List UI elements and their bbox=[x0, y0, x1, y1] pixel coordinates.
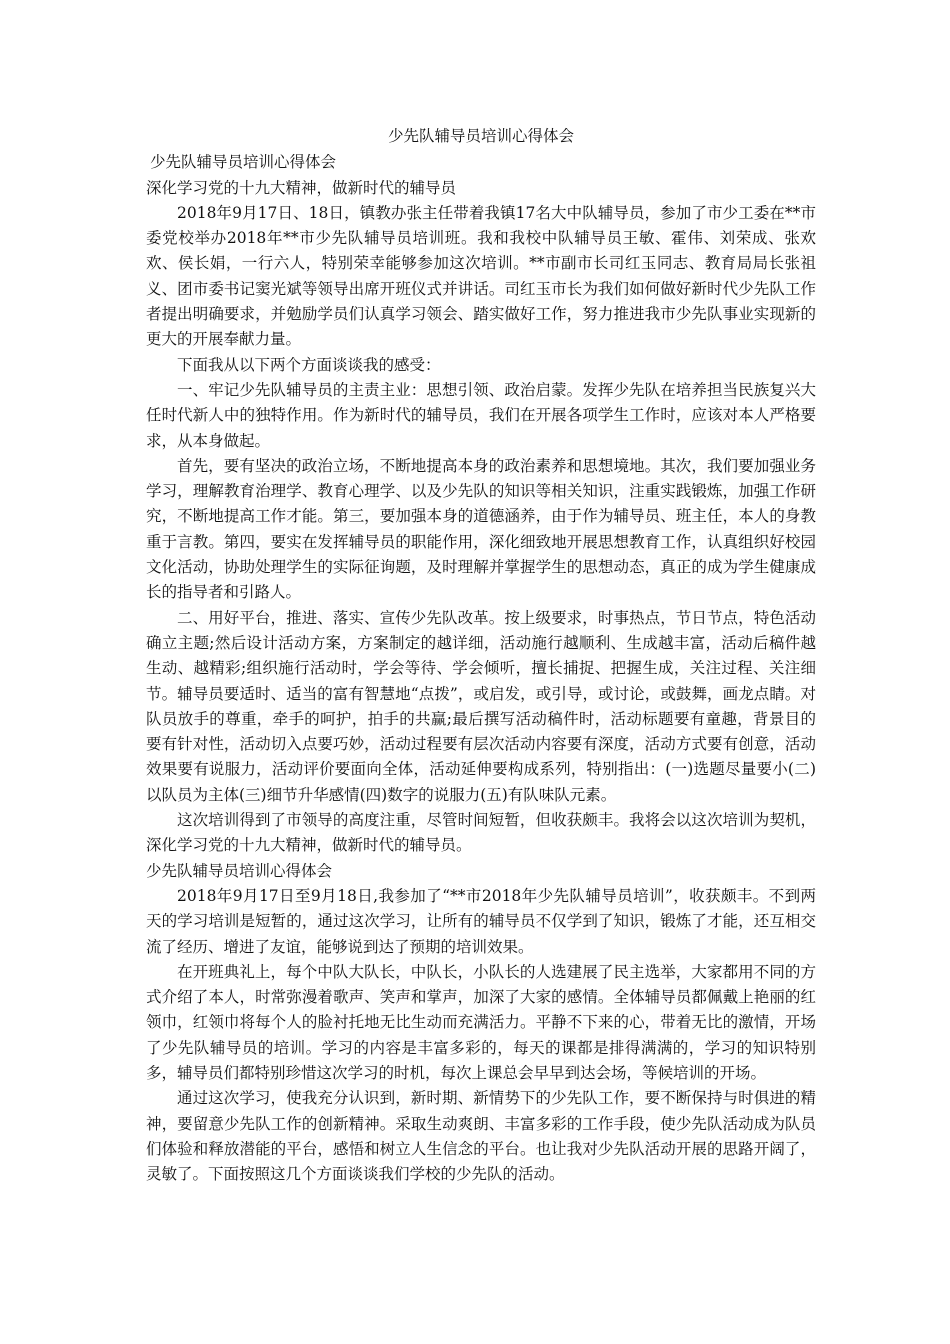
paragraph: 下面我从以下两个方面谈谈我的感受： bbox=[177, 355, 441, 374]
paragraph: 在开班典礼上，每个中队大队长，中队长，小队长的人选建展了民主选举，大家都用不同的方式介绍了本人，时常弥漫着歌声、笑声和掌声，加深了大家的感情。全体辅导员都佩戴上艳丽的红领巾，红领巾将每个人的脸衬托地无比生动而充满活力。平静不下来的心，带着无比的激情，开场了少先队辅导员的培训。学习的内容是丰富多彩的，每天的课都是排得满满的，学习的知识特别多，辅导员们都特别珍惜这次学习的时机，每次上课总会早早到达会场，等候培训的开场。 bbox=[146, 962, 816, 1082]
paragraph: 2018年9月17日至9月18日,我参加了“**市2018年少先队辅导员培训”，收获颇丰。不到两天的学习培训是短暂的，通过这次学习，让所有的辅导员不仅学到了知识，锻炼了才能，还互相交流了经历、增进了友谊，能够说到达了预期的培训效果。 bbox=[146, 886, 816, 956]
document-subtitle: 少先队辅导员培训心得体会 bbox=[150, 153, 337, 172]
section-heading: 少先队辅导员培训心得体会 bbox=[146, 861, 333, 880]
paragraph: 通过这次学习，使我充分认识到，新时期、新情势下的少先队工作，要不断保持与时俱进的精神，要留意少先队工作的创新精神。采取生动爽朗、丰富多彩的工作手段，使少先队活动成为队员们体验和释放潜能的平台，感悟和树立人生信念的平台。也让我对少先队活动开展的思路开阔了，灵敏了。下面按照这几个方面谈谈我们学校的少先队的活动。 bbox=[146, 1089, 816, 1184]
paragraph: 2018年9月17日、18日，镇教办张主任带着我镇17名大中队辅导员，参加了市少工委在**市委党校举办2018年**市少先队辅导员培训班。我和我校中队辅导员王敏、霍伟、刘荣成、张欢欢、侯长娟，一行六人，特别荣幸能够参加这次培训。**市副市长司红玉同志、教育局局长张祖义、团市委书记窦光斌等领导出席开班仪式并讲话。司红玉市长为我们如何做好新时代少先队工作者提出明确要求，并勉励学员们认真学习领会、踏实做好工作，努力推进我市少先队事业实现新的更大的开展奉献力量。 bbox=[146, 203, 816, 349]
paragraph: 一、牢记少先队辅导员的主责主业：思想引领、政治启蒙。发挥少先队在培养担当民族复兴大任时代新人中的独特作用。作为新时代的辅导员，我们在开展各项学生工作时，应该对本人严格要求，从本身做起。 bbox=[146, 380, 816, 450]
document-title: 少先队辅导员培训心得体会 bbox=[387, 127, 574, 145]
section-heading: 深化学习党的十九大精神，做新时代的辅导员 bbox=[146, 178, 457, 197]
document-body bbox=[146, 124, 816, 1187]
paragraph: 二、用好平台，推进、落实、宣传少先队改革。按上级要求，时事热点，节日节点，特色活动确立主题;然后设计活动方案，方案制定的越详细，活动施行越顺利、生成越丰富，活动后稿件越生动、越精彩;组织施行活动时，学会等待、学会倾听，擅长捕捉、把握生成，关注过程、关注细节。辅导员要适时、适当的富有智慧地“点拨”，或启发，或引导，或讨论，或鼓舞，画龙点睛。对队员放手的尊重，牵手的呵护，拍手的共赢;最后撰写活动稿件时，活动标题要有童趣，背景目的要有针对性，活动切入点要巧妙，活动过程要有层次活动内容要有深度，活动方式要有创意，活动效果要有说服力，活动评价要面向全体，活动延伸要构成系列，特别指出：(一)选题尽量要小(二)以队员为主体(三)细节升华感情(四)数字的说服力(五)有队味队元素。 bbox=[146, 608, 816, 804]
paragraph: 首先，要有坚决的政治立场，不断地提高本身的政治素养和思想境地。其次，我们要加强业务学习，理解教育治理学、教育心理学、以及少先队的知识等相关知识，注重实践锻炼，加强工作研究，不断地提高工作才能。第三，要加强本身的道德涵养，由于作为辅导员、班主任，本人的身教重于言教。第四，要实在发挥辅导员的职能作用，深化细致地开展思想教育工作，认真组织好校园文化活动，协助处理学生的实际征询题，及时理解并掌握学生的思想动态，真正的成为学生健康成长的指导者和引路人。 bbox=[146, 456, 816, 602]
paragraph: 这次培训得到了市领导的高度注重，尽管时间短暂，但收获颇丰。我将会以这次培训为契机，深化学习党的十九大精神，做新时代的辅导员。 bbox=[146, 811, 816, 855]
